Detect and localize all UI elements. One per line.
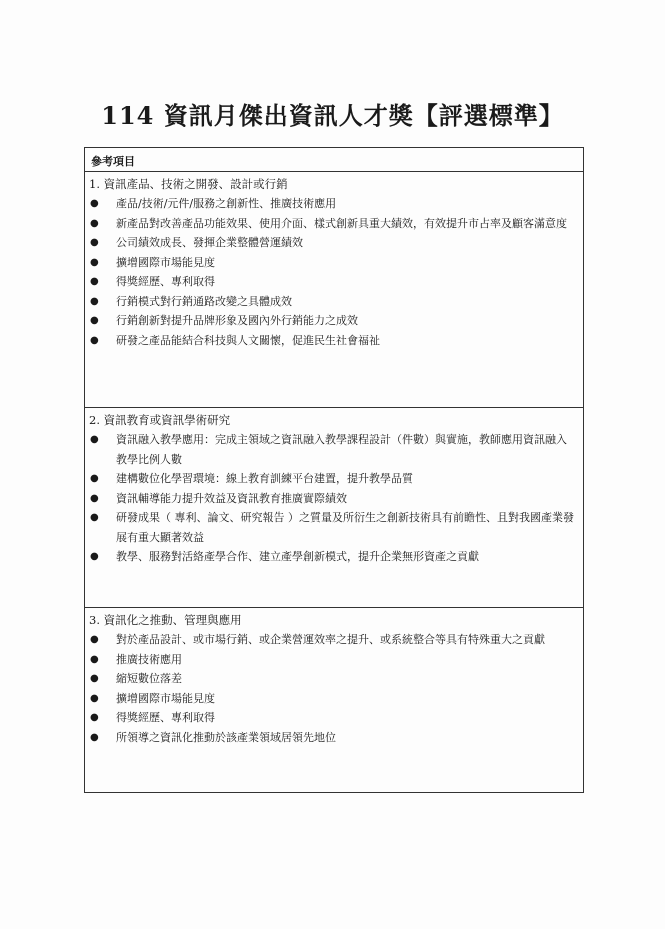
bullet-icon: ● <box>90 237 99 248</box>
bullet-icon: ● <box>90 551 99 562</box>
item-text: 資訊融入教學應用：完成主領域之資訊融入教學課程設計（件數）與實施，教師應用資訊融入教學比例人數 <box>116 433 567 466</box>
item-text: 行銷模式對行銷通路改變之具體成效 <box>116 294 292 308</box>
bullet-icon: ● <box>90 634 99 645</box>
bullet-icon: ● <box>90 434 99 445</box>
bullet-icon: ● <box>90 315 99 326</box>
item-text: 研發成果（ 專利、論文、研究報告 ）之質量及所衍生之創新技術具有前瞻性、且對我國產業發展有重大顯著效益 <box>116 511 574 544</box>
item-text: 資訊輔導能力提升效益及資訊教育推廣實際績效 <box>116 491 347 505</box>
list-item <box>85 272 583 292</box>
item-text: 推廣技術應用 <box>116 652 182 666</box>
item-text: 擴增國際市場能見度 <box>116 691 215 705</box>
item-text: 教學、服務對活絡產學合作、建立產學創新模式，提升企業無形資產之貢獻 <box>116 550 479 563</box>
section-title: 1. 資訊產品、技術之開發、設計或行銷 <box>89 177 288 191</box>
item-text: 建構數位化學習環境：線上教育訓練平台建置，提升教學品質 <box>116 472 413 485</box>
item-text: 行銷創新對提升品牌形象及國內外行銷能力之成效 <box>116 314 358 327</box>
criteria-section-1 <box>85 172 583 408</box>
criteria-list <box>85 630 583 747</box>
list-item <box>85 292 583 312</box>
criteria-section-3 <box>85 608 583 792</box>
list-item <box>85 547 583 567</box>
item-text: 縮短數位落差 <box>116 672 182 685</box>
section-title: 2. 資訊教育或資訊學術研究 <box>89 413 231 427</box>
item-text: 新產品對改善產品功能效果、使用介面、樣式創新具重大績效，有效提升市占率及顧客滿意度 <box>116 216 567 230</box>
list-item <box>85 689 583 709</box>
item-text: 得獎經歷、專利取得 <box>116 711 215 724</box>
criteria-section-2 <box>85 408 583 608</box>
bullet-icon: ● <box>90 334 99 346</box>
document-title: 114 資訊月傑出資訊人才獎【評選標準】 <box>101 101 564 130</box>
item-text: 產品/技術/元件/服務之創新性、推廣技術應用 <box>116 197 337 210</box>
list-item <box>85 430 583 469</box>
list-item <box>85 253 583 273</box>
list-item <box>85 469 583 489</box>
list-item <box>85 194 583 214</box>
bullet-icon: ● <box>90 256 99 268</box>
bullet-icon: ● <box>90 217 99 229</box>
item-text: 研發之產品能結合科技與人文關懷，促進民生社會福祉 <box>116 333 380 347</box>
criteria-list <box>85 430 583 567</box>
bullet-icon: ● <box>90 731 99 743</box>
list-item <box>85 331 583 351</box>
list-item <box>85 508 583 547</box>
bullet-icon: ● <box>90 712 99 723</box>
item-text: 公司績效成長、發揮企業整體營運績效 <box>116 236 303 249</box>
list-item <box>85 630 583 650</box>
item-text: 得獎經歷、專利取得 <box>116 275 215 288</box>
item-text: 擴增國際市場能見度 <box>116 255 215 269</box>
list-item <box>85 669 583 689</box>
list-item <box>85 311 583 331</box>
item-text: 所領導之資訊化推動於該產業領域居領先地位 <box>116 730 336 744</box>
bullet-icon: ● <box>90 295 99 307</box>
bullet-icon: ● <box>90 653 99 665</box>
list-item <box>85 214 583 234</box>
list-item <box>85 728 583 748</box>
criteria-table <box>84 147 584 793</box>
list-item <box>85 650 583 670</box>
item-text: 對於產品設計、或市場行銷、或企業營運效率之提升、或系統整合等具有特殊重大之貢獻 <box>116 633 545 646</box>
bullet-icon: ● <box>90 692 99 704</box>
bullet-icon: ● <box>90 492 99 504</box>
bullet-icon: ● <box>90 473 99 484</box>
bullet-icon: ● <box>90 512 99 523</box>
list-item <box>85 708 583 728</box>
criteria-list <box>85 194 583 350</box>
bullet-icon: ● <box>90 276 99 287</box>
bullet-icon: ● <box>90 198 99 209</box>
list-item <box>85 489 583 509</box>
table-header: 參考項目 <box>85 148 583 172</box>
bullet-icon: ● <box>90 673 99 684</box>
section-title: 3. 資訊化之推動、管理與應用 <box>89 613 242 627</box>
list-item <box>85 233 583 253</box>
